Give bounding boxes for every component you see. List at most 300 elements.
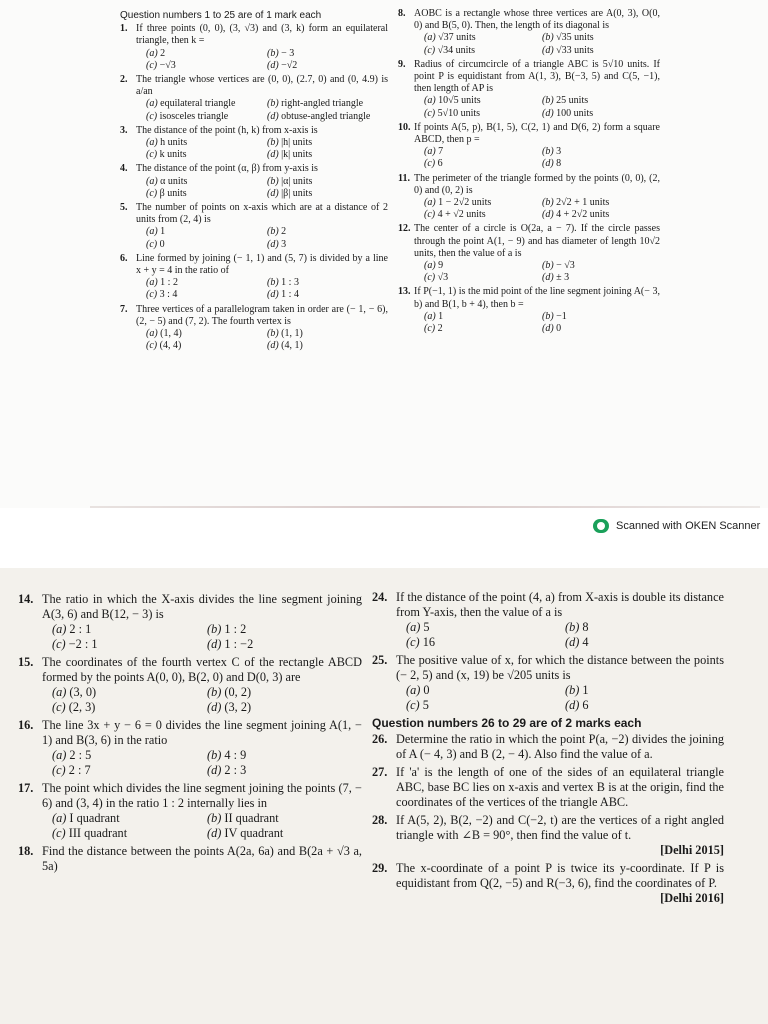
option-letter: (b) bbox=[565, 683, 580, 697]
answer-option bbox=[267, 137, 388, 149]
question-text: Determine the ratio in which the point P(a, −2) divides the joining of A (− 4, 3) and B (2, − 4). Also find the value of a. bbox=[396, 732, 724, 761]
question-number: 17. bbox=[18, 781, 34, 795]
option-letter: (b) bbox=[207, 685, 222, 699]
answer-option bbox=[424, 260, 542, 272]
option-text: 8 bbox=[556, 158, 562, 170]
answer-options bbox=[120, 137, 388, 161]
option-text: |h| units bbox=[281, 137, 313, 149]
option-text: IV quadrant bbox=[224, 826, 284, 840]
option-text: − 3 bbox=[281, 47, 295, 59]
question-number: 25. bbox=[372, 653, 388, 667]
answer-option bbox=[424, 272, 542, 284]
option-letter: (b) bbox=[565, 620, 580, 634]
option-text: 25 units bbox=[556, 95, 589, 107]
option-letter: (a) bbox=[146, 137, 158, 149]
option-text: 5√10 units bbox=[437, 107, 481, 119]
option-text: h units bbox=[160, 137, 188, 149]
answer-option bbox=[52, 700, 207, 715]
option-text: 1 : 2 bbox=[160, 277, 178, 289]
option-letter: (a) bbox=[424, 260, 436, 272]
option-letter: (b) bbox=[267, 226, 279, 238]
option-text: right-angled triangle bbox=[281, 98, 364, 110]
answer-option bbox=[146, 98, 267, 110]
answer-option bbox=[565, 635, 724, 650]
option-letter: (d) bbox=[542, 44, 554, 56]
question-item bbox=[398, 223, 660, 284]
option-text: 9 bbox=[438, 260, 444, 272]
answer-option bbox=[406, 698, 565, 713]
question-text: AOBC is a rectangle whose three vertices are A(0, 3), O(0, 0) and B(5, 0). Then, the length of its diagonal is bbox=[414, 8, 660, 32]
option-text: 0 bbox=[556, 323, 562, 335]
question-item bbox=[120, 125, 388, 162]
option-letter: (c) bbox=[424, 272, 436, 284]
option-letter: (d) bbox=[542, 323, 554, 335]
page1-right-column bbox=[398, 8, 660, 337]
question-item bbox=[372, 813, 724, 858]
question-item bbox=[120, 253, 388, 302]
option-letter: (d) bbox=[267, 110, 279, 122]
option-letter: (a) bbox=[424, 95, 436, 107]
question-text: Three vertices of a parallelogram taken in order are (− 1, − 6), (2, − 5) and (7, 2). The fourth vertex is bbox=[136, 303, 388, 327]
question-line bbox=[18, 781, 362, 811]
option-letter: (b) bbox=[267, 175, 279, 187]
answer-option bbox=[542, 323, 660, 335]
question-line bbox=[372, 765, 724, 810]
option-letter: (d) bbox=[542, 209, 554, 221]
option-text: 5 bbox=[423, 620, 430, 634]
option-text: 8 bbox=[582, 620, 589, 634]
question-line bbox=[18, 655, 362, 685]
answer-option bbox=[424, 32, 542, 44]
answer-option bbox=[424, 108, 542, 120]
answer-option bbox=[406, 683, 565, 698]
option-text: |α| units bbox=[281, 175, 313, 187]
option-text: √33 units bbox=[556, 44, 594, 56]
answer-option bbox=[146, 48, 267, 60]
question-number: 14. bbox=[18, 592, 34, 606]
option-text: 2 : 5 bbox=[69, 748, 92, 762]
answer-option bbox=[267, 188, 388, 200]
section-heading: Question numbers 26 to 29 are of 2 marks each bbox=[372, 716, 642, 730]
question-text: Line formed by joining (− 1, 1) and (5, 7) is divided by a line x + y = 4 in the ratio of bbox=[136, 252, 388, 277]
option-letter: (a) bbox=[52, 685, 67, 699]
question-text: If 'a' is the length of one of the sides of an equilateral triangle ABC, base BC lies on x-axis and vertex B is at the origin, find the coordinates of the vertices of the triangle ABC. bbox=[396, 765, 724, 809]
answer-option bbox=[52, 685, 207, 700]
answer-option bbox=[52, 637, 207, 652]
question-line bbox=[372, 732, 724, 762]
answer-option bbox=[207, 637, 362, 652]
answer-options bbox=[120, 176, 388, 200]
option-text: |β| units bbox=[281, 187, 313, 199]
option-text: (4, 1) bbox=[281, 340, 303, 352]
question-line bbox=[372, 861, 724, 891]
question-number: 27. bbox=[372, 765, 388, 779]
answer-option bbox=[542, 32, 660, 44]
option-letter: (c) bbox=[146, 289, 158, 301]
question-number: 24. bbox=[372, 590, 388, 604]
answer-option bbox=[406, 620, 565, 635]
option-letter: (a) bbox=[146, 226, 158, 238]
answer-options bbox=[372, 620, 724, 650]
option-text: (2, 3) bbox=[68, 700, 96, 714]
option-text: isosceles triangle bbox=[159, 110, 229, 122]
source-tag: [Delhi 2015] bbox=[660, 843, 724, 857]
option-letter: (a) bbox=[406, 683, 421, 697]
answer-options bbox=[398, 95, 660, 119]
question-item bbox=[372, 653, 724, 713]
question-item bbox=[120, 304, 388, 353]
answer-option bbox=[146, 149, 267, 161]
question-text: The perimeter of the triangle formed by the points (0, 0), (2, 0) and (0, 2) is bbox=[414, 172, 660, 196]
option-letter: (d) bbox=[542, 272, 554, 284]
question-item bbox=[120, 163, 388, 200]
question-item bbox=[372, 732, 724, 762]
option-letter: (b) bbox=[542, 146, 554, 158]
answer-options bbox=[120, 48, 388, 72]
question-line bbox=[120, 74, 388, 98]
answer-option bbox=[267, 149, 388, 161]
option-letter: (d) bbox=[207, 637, 222, 651]
answer-option bbox=[267, 111, 388, 123]
question-text: The ratio in which the X-axis divides the line segment joining A(3, 6) and B(12, − 3) is bbox=[42, 592, 362, 621]
option-text: 0 bbox=[423, 683, 430, 697]
answer-options bbox=[398, 146, 660, 170]
question-line bbox=[18, 592, 362, 622]
option-text: 4 : 9 bbox=[224, 748, 247, 762]
answer-option bbox=[424, 197, 542, 209]
question-number: 10. bbox=[398, 121, 411, 133]
option-letter: (d) bbox=[267, 340, 279, 352]
question-number: 29. bbox=[372, 861, 388, 875]
question-line bbox=[120, 304, 388, 328]
question-text: The line 3x + y − 6 = 0 divides the line segment joining A(1, − 1) and B(3, 6) in the ratio bbox=[42, 718, 362, 747]
option-text: −2 : 1 bbox=[68, 637, 98, 651]
option-text: equilateral triangle bbox=[160, 98, 236, 110]
option-text: (3, 0) bbox=[69, 685, 97, 699]
answer-option bbox=[52, 811, 207, 826]
option-text: 4 + 2√2 units bbox=[556, 209, 610, 221]
question-number: 12. bbox=[398, 223, 411, 235]
question-text: The center of a circle is O(2a, a − 7). If the circle passes through the point A(1, − 9) and has diameter of length 10√2 units, then the value of a is bbox=[414, 223, 660, 259]
answer-option bbox=[542, 95, 660, 107]
option-text: 1 − 2√2 units bbox=[438, 197, 492, 209]
answer-option bbox=[52, 826, 207, 841]
option-text: 3 : 4 bbox=[159, 289, 178, 301]
scanned-page-top bbox=[0, 0, 768, 508]
option-text: (1, 1) bbox=[281, 328, 303, 340]
option-letter: (c) bbox=[146, 59, 158, 71]
option-letter: (c) bbox=[146, 149, 158, 161]
option-letter: (c) bbox=[52, 637, 66, 651]
option-letter: (d) bbox=[542, 107, 554, 119]
answer-options bbox=[120, 98, 388, 122]
question-line bbox=[120, 202, 388, 226]
question-text: The triangle whose vertices are (0, 0), (2.7, 0) and (0, 4.9) is a/an bbox=[136, 74, 388, 98]
question-line bbox=[120, 163, 388, 175]
question-number: 26. bbox=[372, 732, 388, 746]
answer-option bbox=[52, 763, 207, 778]
option-text: 3 bbox=[281, 238, 287, 250]
question-number: 9. bbox=[398, 58, 406, 70]
option-text: √37 units bbox=[438, 32, 476, 44]
question-line bbox=[120, 23, 388, 47]
option-letter: (d) bbox=[267, 238, 279, 250]
answer-option bbox=[542, 272, 660, 284]
answer-option bbox=[424, 95, 542, 107]
option-letter: (c) bbox=[52, 826, 66, 840]
answer-option bbox=[542, 311, 660, 323]
question-item bbox=[398, 173, 660, 222]
option-letter: (c) bbox=[146, 340, 158, 352]
option-text: k units bbox=[159, 149, 187, 161]
option-letter: (a) bbox=[52, 748, 67, 762]
section-heading: Question numbers 1 to 25 are of 1 mark each bbox=[120, 10, 322, 21]
option-text: 2 bbox=[437, 323, 443, 335]
question-line bbox=[398, 8, 660, 32]
option-text: 10√5 units bbox=[438, 95, 481, 107]
option-text: √35 units bbox=[556, 32, 594, 44]
answer-option bbox=[146, 188, 267, 200]
question-number: 8. bbox=[398, 8, 406, 19]
option-text: 2 bbox=[281, 226, 287, 238]
answer-option bbox=[146, 289, 267, 301]
question-text: If the distance of the point (4, a) from X-axis is double its distance from Y-axis, then the value of a is bbox=[396, 590, 724, 619]
scanner-label: Scanned with OKEN Scanner bbox=[616, 520, 761, 532]
option-letter: (b) bbox=[542, 32, 554, 44]
answer-option bbox=[542, 45, 660, 57]
answer-option bbox=[146, 60, 267, 72]
option-text: α units bbox=[160, 175, 188, 187]
answer-option bbox=[565, 620, 724, 635]
option-text: 5 bbox=[422, 698, 429, 712]
question-number: 16. bbox=[18, 718, 34, 732]
option-letter: (b) bbox=[267, 47, 279, 59]
option-letter: (b) bbox=[542, 197, 554, 209]
answer-option bbox=[207, 826, 362, 841]
answer-option bbox=[146, 137, 267, 149]
question-item bbox=[398, 59, 660, 120]
answer-options bbox=[372, 683, 724, 713]
option-letter: (a) bbox=[146, 98, 158, 110]
option-letter: (b) bbox=[267, 277, 279, 289]
question-text: If A(5, 2), B(2, −2) and C(−2, t) are the vertices of a right angled triangle with ∠B = 90°, then find the value of t. bbox=[396, 813, 724, 842]
answer-option bbox=[267, 226, 388, 238]
option-text: II quadrant bbox=[224, 811, 279, 825]
option-letter: (c) bbox=[406, 635, 420, 649]
answer-option bbox=[542, 197, 660, 209]
option-text: 1 : −2 bbox=[224, 637, 254, 651]
answer-option bbox=[207, 811, 362, 826]
option-letter: (c) bbox=[52, 763, 66, 777]
answer-options bbox=[120, 277, 388, 301]
option-letter: (c) bbox=[424, 323, 436, 335]
answer-option bbox=[424, 158, 542, 170]
option-letter: (b) bbox=[542, 95, 554, 107]
answer-option bbox=[146, 176, 267, 188]
answer-option bbox=[542, 108, 660, 120]
answer-options bbox=[398, 311, 660, 335]
option-letter: (a) bbox=[146, 328, 158, 340]
question-text: If points A(5, p), B(1, 5), C(2, 1) and D(6, 2) form a square ABCD, then p = bbox=[414, 121, 660, 146]
option-letter: (d) bbox=[542, 158, 554, 170]
option-text: −1 bbox=[556, 310, 567, 322]
question-line bbox=[372, 653, 724, 683]
option-text: 100 units bbox=[556, 107, 594, 119]
option-letter: (a) bbox=[52, 811, 67, 825]
option-letter: (d) bbox=[565, 698, 580, 712]
option-letter: (d) bbox=[267, 59, 279, 71]
answer-options bbox=[120, 328, 388, 352]
question-text: The point which divides the line segment joining the points (7, − 6) and (3, 4) in the ratio 1 : 2 internally lies in bbox=[42, 781, 362, 810]
option-text: √34 units bbox=[437, 44, 476, 56]
answer-option bbox=[52, 748, 207, 763]
question-line bbox=[18, 718, 362, 748]
option-letter: (a) bbox=[146, 277, 158, 289]
question-number: 15. bbox=[18, 655, 34, 669]
answer-option bbox=[424, 45, 542, 57]
option-letter: (b) bbox=[267, 328, 279, 340]
answer-option bbox=[424, 323, 542, 335]
option-text: 6 bbox=[582, 698, 589, 712]
answer-option bbox=[267, 277, 388, 289]
question-item bbox=[18, 781, 362, 841]
option-letter: (d) bbox=[207, 826, 222, 840]
question-number: 13. bbox=[398, 286, 411, 298]
answer-option bbox=[424, 311, 542, 323]
question-text: Find the distance between the points A(2a, 6a) and B(2a + √3 a, 5a) bbox=[42, 844, 362, 873]
option-letter: (a) bbox=[146, 47, 158, 59]
page2-right-column bbox=[372, 590, 724, 909]
answer-options bbox=[398, 32, 660, 56]
answer-options bbox=[398, 260, 660, 284]
option-text: 1 : 2 bbox=[224, 622, 247, 636]
question-text: The positive value of x, for which the distance between the points (− 2, 5) and (x, 19) be √205 units is bbox=[396, 653, 724, 682]
answer-options bbox=[18, 622, 362, 652]
option-text: −√2 bbox=[281, 59, 298, 71]
option-letter: (c) bbox=[52, 700, 66, 714]
scanner-watermark bbox=[592, 518, 760, 534]
question-item bbox=[18, 718, 362, 778]
option-text: 0 bbox=[159, 238, 165, 250]
question-item bbox=[120, 202, 388, 251]
question-item bbox=[18, 844, 362, 874]
answer-option bbox=[267, 98, 388, 110]
question-text: The coordinates of the fourth vertex C of the rectangle ABCD formed by the points A(0, 0), B(2, 0) and D(0, 3) are bbox=[42, 655, 362, 684]
option-letter: (c) bbox=[146, 238, 158, 250]
option-text: III quadrant bbox=[68, 826, 128, 840]
option-letter: (a) bbox=[424, 197, 436, 209]
question-number: 2. bbox=[120, 74, 128, 86]
answer-options bbox=[398, 197, 660, 221]
question-line bbox=[398, 59, 660, 96]
option-text: 7 bbox=[438, 146, 444, 158]
question-number: 1. bbox=[120, 23, 128, 35]
option-text: (4, 4) bbox=[159, 340, 182, 352]
question-number: 7. bbox=[120, 303, 128, 315]
answer-option bbox=[207, 622, 362, 637]
answer-option bbox=[542, 209, 660, 221]
option-letter: (b) bbox=[207, 748, 222, 762]
source-tag: [Delhi 2016] bbox=[660, 891, 724, 905]
option-text: I quadrant bbox=[69, 811, 120, 825]
answer-option bbox=[146, 239, 267, 251]
option-letter: (b) bbox=[267, 137, 279, 149]
option-letter: (c) bbox=[146, 187, 158, 199]
option-text: √3 bbox=[437, 272, 449, 284]
question-line bbox=[120, 125, 388, 137]
option-letter: (a) bbox=[146, 175, 158, 187]
option-text: 3 bbox=[556, 146, 562, 158]
answer-options bbox=[120, 226, 388, 250]
answer-option bbox=[424, 146, 542, 158]
answer-option bbox=[146, 277, 267, 289]
answer-option bbox=[146, 340, 267, 352]
question-line bbox=[398, 122, 660, 146]
answer-option bbox=[207, 700, 362, 715]
page1-left-column bbox=[120, 10, 388, 354]
option-text: 4 + √2 units bbox=[437, 209, 486, 221]
option-letter: (c) bbox=[406, 698, 420, 712]
question-number: 28. bbox=[372, 813, 388, 827]
question-item bbox=[372, 861, 724, 906]
answer-options bbox=[18, 685, 362, 715]
question-text: The number of points on x-axis which are at a distance of 2 units from (2, 4) is bbox=[136, 202, 388, 226]
answer-option bbox=[267, 239, 388, 251]
question-line bbox=[398, 286, 660, 310]
answer-option bbox=[565, 683, 724, 698]
option-letter: (a) bbox=[52, 622, 67, 636]
question-item bbox=[120, 74, 388, 123]
question-item bbox=[18, 655, 362, 715]
question-number: 3. bbox=[120, 124, 128, 136]
answer-option bbox=[267, 60, 388, 72]
question-number: 5. bbox=[120, 202, 128, 214]
option-letter: (c) bbox=[424, 44, 436, 56]
option-text: 1 : 3 bbox=[281, 277, 299, 289]
option-letter: (a) bbox=[424, 146, 436, 158]
option-letter: (d) bbox=[207, 700, 222, 714]
option-text: (3, 2) bbox=[224, 700, 252, 714]
answer-option bbox=[542, 158, 660, 170]
answer-option bbox=[52, 622, 207, 637]
answer-option bbox=[267, 48, 388, 60]
option-letter: (d) bbox=[267, 149, 279, 161]
answer-option bbox=[267, 289, 388, 301]
question-text: The distance of the point (h, k) from x-axis is bbox=[136, 124, 318, 136]
option-text: − √3 bbox=[556, 260, 575, 272]
question-number: 6. bbox=[120, 252, 128, 264]
option-text: |k| units bbox=[281, 149, 313, 161]
scanned-page-bottom bbox=[0, 568, 768, 1024]
answer-option bbox=[207, 748, 362, 763]
option-letter: (d) bbox=[267, 187, 279, 199]
answer-option bbox=[146, 328, 267, 340]
question-item bbox=[120, 23, 388, 72]
option-letter: (c) bbox=[424, 209, 436, 221]
option-letter: (c) bbox=[424, 107, 436, 119]
option-letter: (b) bbox=[207, 811, 222, 825]
question-item bbox=[18, 592, 362, 652]
question-line bbox=[18, 844, 362, 874]
option-letter: (b) bbox=[207, 622, 222, 636]
question-item bbox=[372, 590, 724, 650]
question-text: If three points (0, 0), (3, √3) and (3, k) form an equilateral triangle, then k = bbox=[136, 23, 388, 47]
option-letter: (a) bbox=[406, 620, 421, 634]
answer-options bbox=[18, 748, 362, 778]
question-number: 18. bbox=[18, 844, 34, 858]
question-item bbox=[398, 122, 660, 171]
option-letter: (d) bbox=[267, 289, 279, 301]
